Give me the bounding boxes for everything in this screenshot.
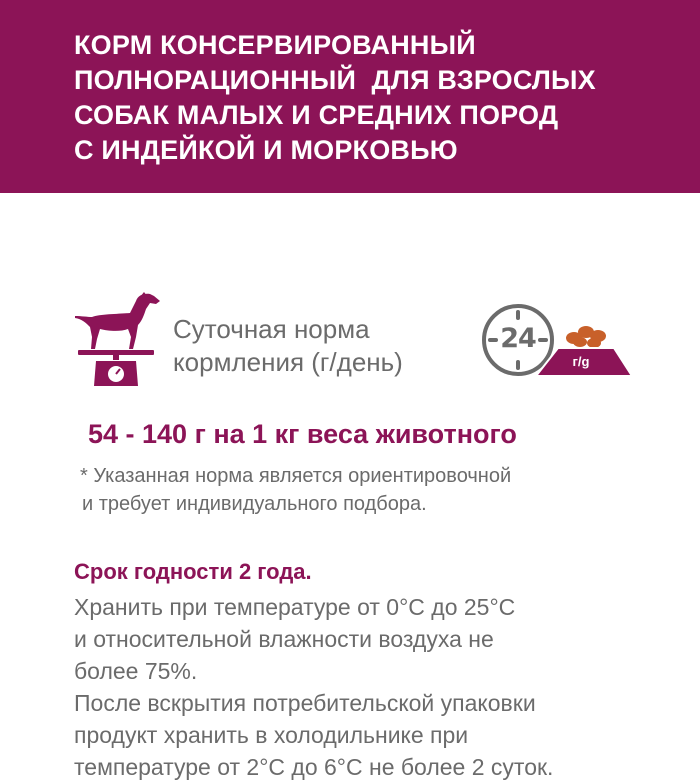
storage-line: Хранить при температуре от 0°С до 25°С <box>74 594 516 620</box>
norm-footnote-line: и требует индивидуального подбора. <box>82 493 427 515</box>
storage-line: температуре от 2°С до 6°С не более 2 суток. <box>74 754 554 780</box>
storage-line: продукт хранить в холодильнике при <box>74 722 469 748</box>
storage-instructions <box>74 591 654 783</box>
storage-line: После вскрытия потребительской упаковки <box>74 690 536 716</box>
storage-line: более 75%. <box>74 658 198 684</box>
norm-footnote <box>80 462 660 518</box>
daily-norm-label-line: кормления (г/день) <box>173 347 403 377</box>
daily-norm-label <box>173 313 473 379</box>
storage-line: и относительной влажности воздуха не <box>74 626 494 652</box>
bowl-unit-label: г/g <box>572 354 590 369</box>
dog-on-scale-icon <box>70 287 162 387</box>
daily-norm-value: 54 - 140 г на 1 кг веса животного <box>88 419 517 449</box>
product-title-line: ПОЛНОРАЦИОННЫЙ ДЛЯ ВЗРОСЛЫХ <box>74 65 596 95</box>
clock-hours-value: 24 <box>500 323 536 354</box>
product-title-line: СОБАК МАЛЫХ И СРЕДНИХ ПОРОД <box>74 100 559 130</box>
daily-norm-label-line: Суточная норма <box>173 314 370 344</box>
product-title-line: С ИНДЕЙКОЙ И МОРКОВЬЮ <box>74 135 458 165</box>
norm-footnote-line: * Указанная норма является ориентировочной <box>80 465 512 487</box>
shelf-life-title: Срок годности 2 года. <box>74 559 312 584</box>
product-title-line: КОРМ КОНСЕРВИРОВАННЫЙ <box>74 30 476 60</box>
header-banner <box>0 0 700 193</box>
product-title <box>74 28 694 168</box>
